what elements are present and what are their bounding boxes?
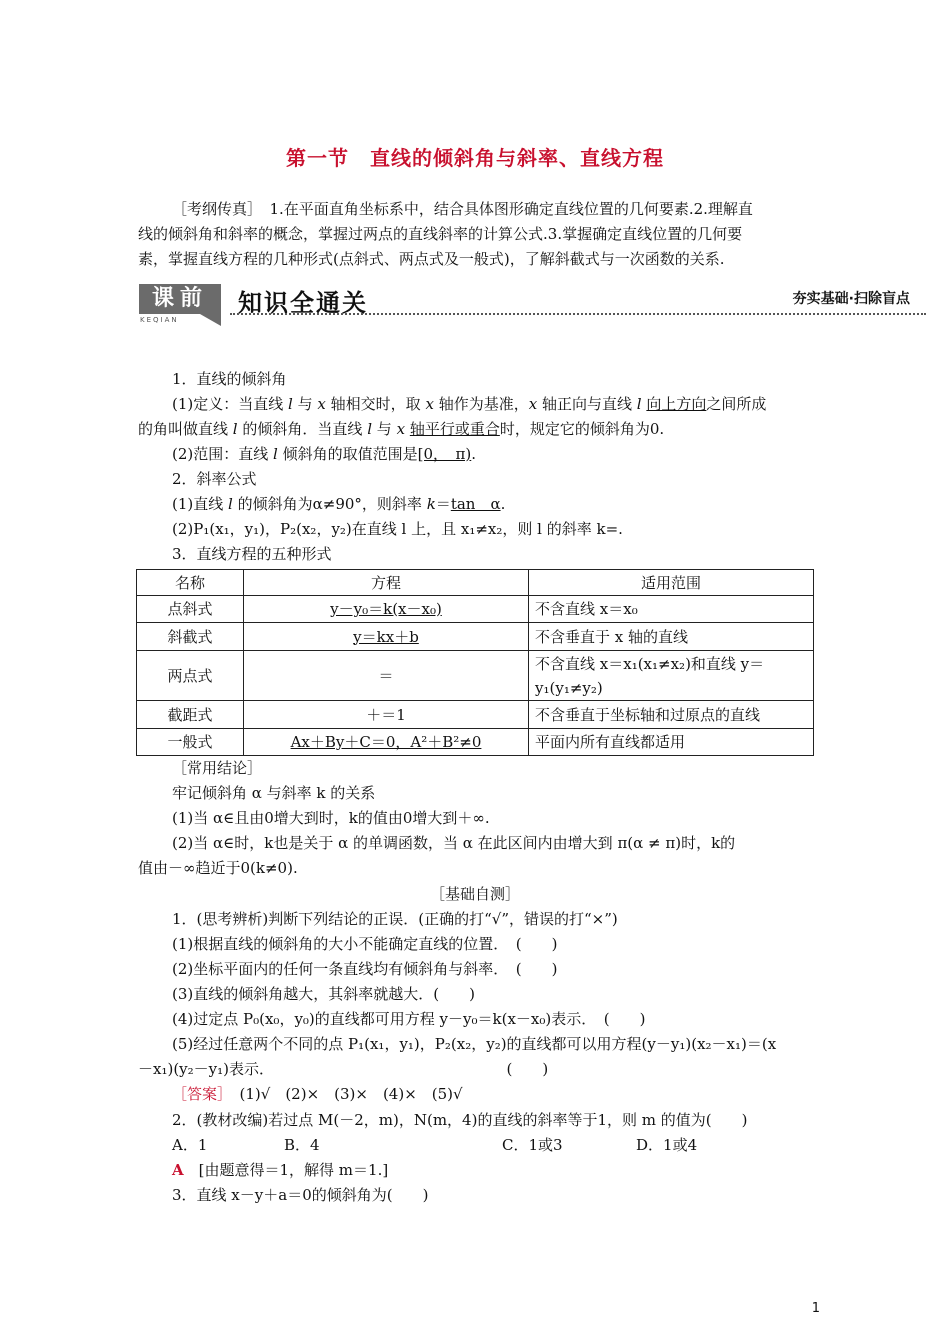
s2-item-2: (2)P₁(x₁，y₁)，P₂(x₂，y₂)在直线 l 上，且 x₁≠x₂，则 l 的斜率 k=. (172, 520, 623, 538)
row-name: 两点式 (137, 651, 244, 701)
syllabus-line-2: 线的倾斜角和斜率的概念，掌握过两点的直线斜率的计算公式.3.掌握确定直线位置的几何要 (138, 225, 743, 243)
q1-item-5b: －x₁)(y₂－y₁)表示． ( ) (138, 1060, 549, 1078)
conclusion-line-4: 值由－∞趋近于0(k≠0). (138, 859, 298, 877)
row-scope: 不含直线 x＝x₁(x₁≠x₂)和直线 y＝ y₁(y₁≠y₂) (529, 651, 814, 701)
q1-item-4: (4)过定点 P₀(x₀，y₀)的直线都可用方程 y－y₀＝k(x－x₀)表示． ( ) (172, 1010, 646, 1028)
q2-option-c: C．1或3 (502, 1136, 563, 1154)
row-scope: 不含直线 x＝x₀ (529, 596, 814, 623)
q1-item-5a: (5)经过任意两个不同的点 P₁(x₁，y₁)，P₂(x₂，y₂)的直线都可以用方程(y－y₁)(x₂－x₁)＝(x (172, 1035, 777, 1053)
table-row (137, 623, 814, 651)
section-slogan: 夯实基础·扫除盲点 (792, 291, 910, 307)
s1-heading: 1．直线的倾斜角 (172, 370, 287, 388)
badge-corner (200, 314, 221, 326)
q3-stem: 3．直线 x－y＋a＝0的倾斜角为( ) (172, 1186, 429, 1204)
q1-item-1: (1)根据直线的倾斜角的大小不能确定直线的位置． ( ) (172, 935, 558, 953)
row-name: 一般式 (137, 729, 244, 756)
q2-stem: 2．(教材改编)若过点 M(－2，m)，N(m，4)的直线的斜率等于1，则 m 的值为( ) (172, 1111, 748, 1129)
selftest-heading: ［基础自测］ (429, 885, 520, 903)
row-name: 点斜式 (137, 596, 244, 623)
q2-answer-letter: A (172, 1161, 184, 1179)
q1-stem: 1．(思考辨析)判断下列结论的正误．(正确的打“√”，错误的打“×”) (172, 910, 618, 928)
answer-label: ［答案］ (172, 1085, 225, 1103)
row-equation: y＝kx＋b (244, 623, 529, 651)
s1-definition-1: (1)定义：当直线 l 与 x 轴相交时，取 x 轴作为基准，x 轴正向与直线 l 向上方向之间所成 (172, 395, 767, 413)
header-name: 名称 (137, 570, 244, 596)
q2-option-b: B．4 (284, 1136, 320, 1154)
q1-answer: ［答案］ (1)√ (2)× (3)× (4)× (5)√ (172, 1085, 463, 1103)
banner-divider (230, 313, 926, 315)
row-equation: ＝ (244, 651, 529, 701)
s3-heading: 3．直线方程的五种形式 (172, 545, 332, 563)
q2-solution: A [由题意得＝1，解得 m＝1.] (172, 1161, 389, 1179)
row-equation: Ax＋By＋C＝0，A²＋B²≠0 (244, 729, 529, 756)
table-row (137, 596, 814, 623)
page-title: 第一节 直线的倾斜角与斜率、直线方程 (286, 146, 664, 170)
s1-definition-2: 的角叫做直线 l 的倾斜角．当直线 l 与 x 轴平行或重合时，规定它的倾斜角为0. (138, 420, 665, 438)
table-row (137, 701, 814, 729)
header-equation: 方程 (244, 570, 529, 596)
conclusion-heading: ［常用结论］ (172, 759, 263, 777)
row-name: 截距式 (137, 701, 244, 729)
row-scope: 平面内所有直线都适用 (529, 729, 814, 756)
q1-item-2: (2)坐标平面内的任何一条直线均有倾斜角与斜率． ( ) (172, 960, 558, 978)
badge-pinyin: KEQIAN (140, 316, 179, 324)
section-heading: 知识全通关 (238, 289, 368, 317)
s2-item-1: (1)直线 l 的倾斜角为α≠90°，则斜率 k＝tan α. (172, 495, 506, 513)
s2-heading: 2．斜率公式 (172, 470, 257, 488)
conclusion-line-3: (2)当 α∈时，k也是关于 α 的单调函数，当 α 在此区间内由增大到 π(α ≠ π)时，k的 (172, 834, 736, 852)
q1-item-3: (3)直线的倾斜角越大，其斜率就越大．( ) (172, 985, 475, 1003)
page-number: 1 (811, 1301, 820, 1316)
row-scope: 不含垂直于 x 轴的直线 (529, 623, 814, 651)
row-equation: y－y₀＝k(x－x₀) (244, 596, 529, 623)
table-row (137, 651, 814, 701)
row-scope: 不含垂直于坐标轴和过原点的直线 (529, 701, 814, 729)
syllabus-line-1: ［考纲传真］ 1.在平面直角坐标系中，结合具体图形确定直线位置的几何要素.2.理解直 (172, 200, 753, 218)
conclusion-line-2: (1)当 α∈且由0增大到时，k的值由0增大到＋∞. (172, 809, 490, 827)
line-equation-table (136, 569, 814, 756)
table-row (137, 729, 814, 756)
section-badge: 课前 (139, 284, 221, 314)
row-equation: ＋＝1 (244, 701, 529, 729)
table-header-row (137, 570, 814, 596)
q2-option-a: A．1 (172, 1136, 208, 1154)
header-scope: 适用范围 (529, 570, 814, 596)
q2-option-d: D．1或4 (636, 1136, 698, 1154)
conclusion-line-1: 牢记倾斜角 α 与斜率 k 的关系 (172, 784, 376, 802)
s1-range: (2)范围：直线 l 倾斜角的取值范围是[0， π). (172, 445, 477, 463)
row-name: 斜截式 (137, 623, 244, 651)
syllabus-line-3: 素，掌握直线方程的几种形式(点斜式、两点式及一般式)，了解斜截式与一次函数的关系. (138, 250, 725, 268)
